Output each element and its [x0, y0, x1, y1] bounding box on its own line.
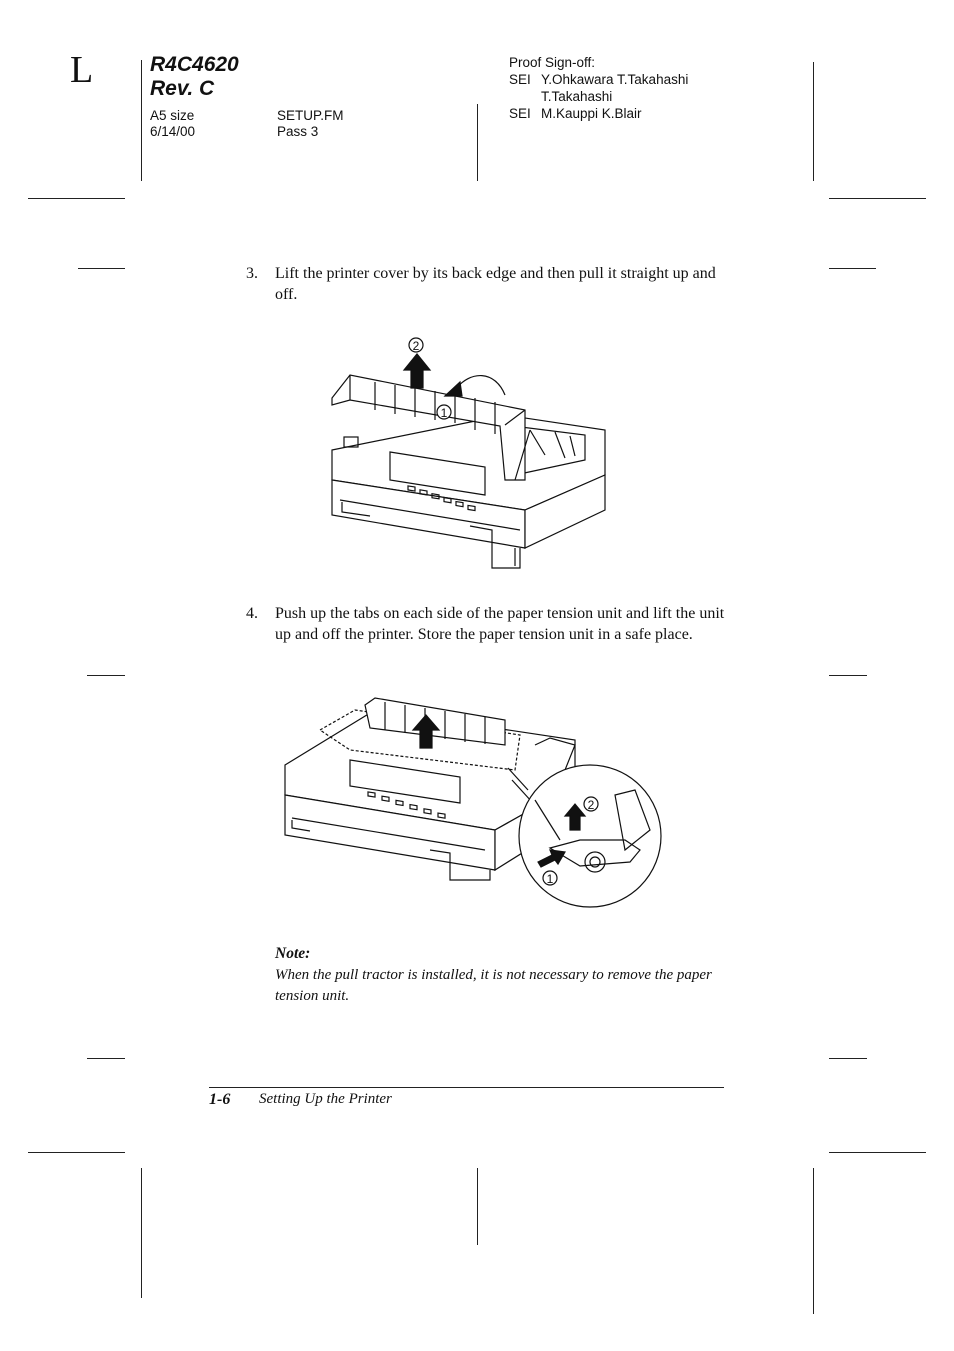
- arrow-lift-up: [404, 354, 430, 388]
- crop-mark: [87, 1058, 125, 1059]
- crop-mark: [813, 1168, 814, 1314]
- step-number: 4.: [246, 605, 258, 622]
- step-text: Lift the printer cover by its back edge and then pull it straight up and off.: [275, 265, 716, 303]
- arrow-tilt-back: [455, 376, 505, 395]
- figure-remove-printer-cover: [320, 330, 620, 575]
- model-number: [150, 53, 239, 101]
- crop-mark: [477, 104, 478, 181]
- crop-mark: [87, 675, 125, 676]
- step-text: Push up the tabs on each side of the paper tension unit and lift the unit up and off the printer. Store the paper tension unit in a safe place.: [275, 605, 725, 643]
- callout-1: 1: [440, 406, 448, 420]
- crop-mark: [28, 198, 125, 199]
- crop-mark: [477, 1168, 478, 1245]
- crop-mark: [28, 1152, 125, 1153]
- footer-rule: [209, 1087, 724, 1088]
- crop-mark: [829, 1058, 867, 1059]
- crop-mark: [813, 62, 814, 181]
- proof-row: [509, 88, 799, 105]
- detail-magnifier: [519, 765, 661, 907]
- proof-names: T.Takahashi: [541, 89, 613, 104]
- callout-2: 2: [412, 339, 420, 353]
- page-number: 1-6: [209, 1091, 231, 1108]
- step-number: 3.: [246, 265, 258, 282]
- step-4: [246, 603, 736, 667]
- crop-mark: [78, 268, 125, 269]
- crop-mark: [829, 198, 926, 199]
- proof-org: SEI: [509, 106, 531, 121]
- callout-1: 1: [546, 872, 554, 886]
- proof-org: SEI: [509, 72, 531, 87]
- pass-number: Pass 3: [277, 124, 319, 139]
- model-code: R4C4620: [150, 53, 239, 76]
- crop-mark: [141, 1168, 142, 1298]
- proof-row: [509, 71, 799, 88]
- crop-mark: [829, 1152, 926, 1153]
- page-size: A5 size: [150, 108, 195, 123]
- source-file: SETUP.FM: [277, 108, 344, 123]
- figure-remove-paper-tension-unit: [280, 690, 670, 912]
- revision: Rev. C: [150, 77, 215, 100]
- step-3: [246, 263, 736, 307]
- page-side-letter: L: [70, 49, 94, 91]
- proof-names: M.Kauppi K.Blair: [541, 106, 642, 121]
- proof-row: [509, 105, 799, 122]
- note-text: When the pull tractor is installed, it is not necessary to remove the paper tension unit.: [275, 967, 712, 1004]
- crop-mark: [829, 675, 867, 676]
- crop-mark: [829, 268, 876, 269]
- proof-names: Y.Ohkawara T.Takahashi: [541, 72, 689, 87]
- section-title: Setting Up the Printer: [259, 1091, 392, 1107]
- note-title: Note:: [275, 945, 311, 962]
- revision-date: 6/14/00: [150, 124, 196, 139]
- callout-2: 2: [587, 798, 595, 812]
- crop-mark: [141, 60, 142, 181]
- proof-signoff: [509, 54, 799, 122]
- proof-title: Proof Sign-off:: [509, 55, 596, 70]
